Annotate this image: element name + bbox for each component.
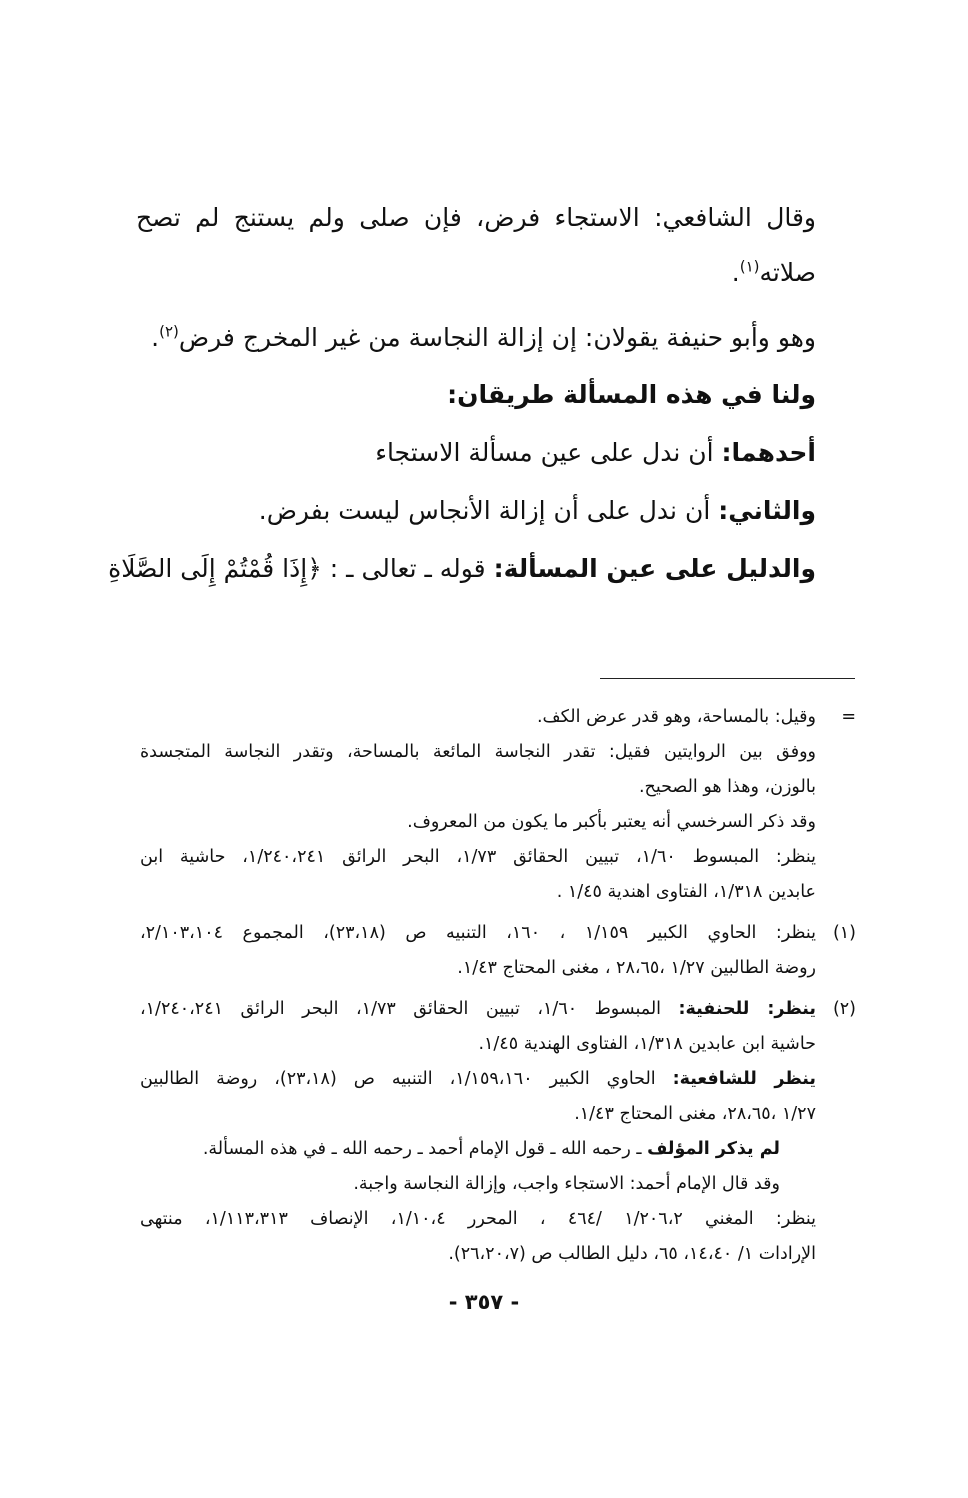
footnote-line: وقيل: بالمساحة، وهو قدر عرض الكف. bbox=[536, 707, 816, 727]
evidence-text: قوله ـ تعالى ـ : ﴿إِذَا قُمْتُمْ إِلَى الصَّلَاةِ bbox=[108, 554, 494, 583]
text-line: وقال الشافعي: الاستجاء فرض، فإن صلى ولم يستنج لم تصح bbox=[136, 203, 816, 232]
method-two-label: والثاني: bbox=[718, 496, 816, 525]
text-line: صلاته bbox=[759, 258, 816, 287]
main-text bbox=[108, 190, 856, 607]
footnote-ref[interactable]: (٢) bbox=[159, 322, 179, 341]
footnote-line: ينظر: الحاوي الكبير ١/١٥٩ ، ١٦٠، التنبيه ص (٢٣،١٨)، المجموع ٢/١٠٣،١٠٤، bbox=[140, 923, 816, 943]
footnote-line: الإرادات ١/ ١٤،٤٠، ٦٥، دليل الطالب ص (٢٦،٢٠،٧). bbox=[448, 1244, 816, 1264]
footnote-line: روضة الطالبين ١/٢٧ ،٢٨،٦٥ ، مغنى المحتاج ١/٤٣. bbox=[457, 958, 816, 978]
footnote-ref[interactable]: (١) bbox=[739, 257, 760, 276]
continuation-mark: = bbox=[841, 707, 856, 727]
method-one-text: أن ندل على عين مسألة الاستجاء bbox=[375, 438, 722, 467]
footnote-line: لم يذكر المؤلف ـ رحمه الله ـ قول الإمام أحمد ـ رحمه الله ـ في هذه المسألة. bbox=[202, 1139, 780, 1159]
footnote-2 bbox=[140, 992, 856, 1272]
footnotes bbox=[140, 700, 856, 1272]
method-two-text: أن ندل على أن إزالة الأنجاس ليست بفرض. bbox=[258, 496, 719, 525]
footnote-number: (٢) bbox=[832, 999, 856, 1019]
footnote-line: حاشية ابن عابدين ١/٣١٨، الفتاوى الهندية ١/٤٥. bbox=[478, 1034, 816, 1054]
method-one bbox=[136, 433, 856, 473]
footnote-label: ينظر للشافعية: bbox=[672, 1069, 816, 1089]
evidence-line bbox=[108, 549, 856, 589]
footnote-line: ١/٢٧ ،٢٨،٦٥، مغنى المحتاج ١/٤٣. bbox=[574, 1104, 816, 1124]
text-line: وهو وأبو حنيفة يقولان: إن إزالة النجاسة من غير المخرج bbox=[242, 323, 816, 352]
footnote-separator bbox=[600, 678, 855, 679]
footnote-number: (١) bbox=[832, 923, 856, 943]
paragraph-shafii: وقال الشافعي: الاستجاء فرض، فإن صلى ولم يستنج لم تصح صلاته$^{(١)}$. bbox=[136, 203, 816, 287]
section-heading: ولنا في هذه المسألة طريقان: bbox=[447, 380, 816, 409]
method-two bbox=[136, 491, 856, 531]
text-line: فرض bbox=[178, 323, 235, 352]
evidence-label: والدليل على عين المسألة: bbox=[493, 554, 816, 583]
footnote-line: ينظر: للحنفية: المبسوط ١/٦٠، تبيين الحقائق ١/٧٣، البحر الرائق ١/٢٤٠،٢٤١، bbox=[140, 999, 816, 1019]
footnote-line: بالوزن، وهذا هو الصحيح. bbox=[638, 777, 816, 797]
footnote-line: وقد ذكر السرخسي أنه يعتبر بأكبر ما يكون من المعروف. bbox=[407, 812, 816, 832]
footnote-continued bbox=[140, 700, 856, 910]
footnote-1 bbox=[140, 916, 856, 986]
footnote-label: ينظر: للحنفية: bbox=[678, 999, 816, 1019]
footnote-line: ووفق بين الروايتين فقيل: تقدر النجاسة المائعة بالمساحة، وتقدر النجاسة المتجسدة bbox=[140, 742, 816, 762]
footnote-line: ينظر: المبسوط ١/٦٠، تبيين الحقائق ١/٧٣، البحر الرائق ١/٢٤٠،٢٤١، حاشية ابن bbox=[140, 847, 816, 867]
method-one-label: أحدهما: bbox=[721, 438, 816, 467]
footnote-line: ينظر للشافعية: الحاوي الكبير ١/١٥٩،١٦٠، التنبيه ص (٢٣،١٨)، روضة الطالبين bbox=[140, 1069, 816, 1089]
footnote-line: عابدين ١/٣١٨، الفتاوى اهندية ١/٤٥ . bbox=[556, 882, 816, 902]
footnote-line: وقد قال الإمام أحمد: الاستجاء واجب، وإزالة النجاسة واجبة. bbox=[353, 1174, 780, 1194]
paragraph-abu-hanifa: وهو وأبو حنيفة يقولان: إن إزالة النجاسة من غير المخرج فرض$^{(٢)}$. bbox=[151, 322, 816, 352]
footnote-label: لم يذكر المؤلف bbox=[647, 1139, 780, 1159]
page-number: - ٣٥٧ - bbox=[448, 1290, 520, 1314]
footnote-line: ينظر: المغني ١/٢٠٦،٢ /٤٦٤ ، المحرر ١/١٠،٤، الإنصاف ١/١١٣،٣١٣، منتهى bbox=[140, 1209, 816, 1229]
